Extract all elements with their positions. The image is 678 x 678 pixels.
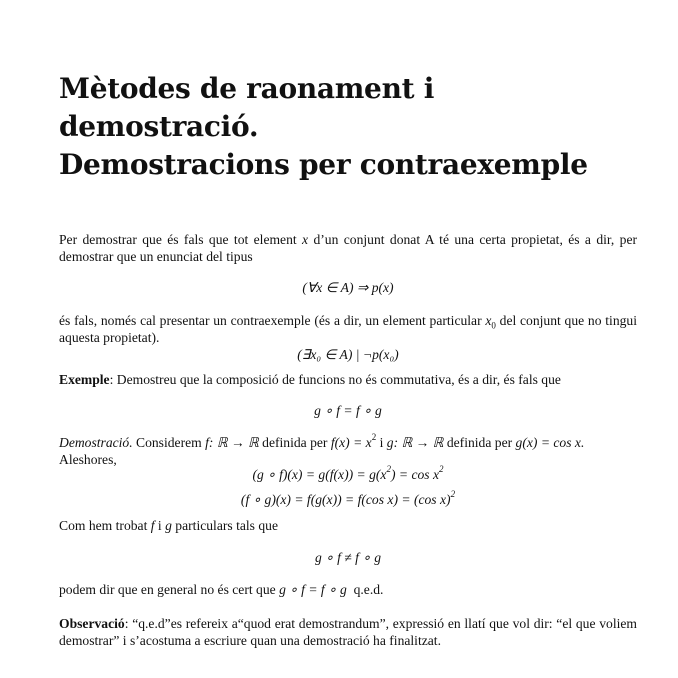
title-line-2: demostració. <box>59 110 259 143</box>
proof-text: Considerem <box>132 435 206 450</box>
intro-paragraph <box>59 231 637 265</box>
math-subscript: 0 <box>491 320 496 331</box>
equation-exists: (∃x₀ ∈ A) | ¬p(x₀) <box>297 347 399 362</box>
eq-exponent: 2 <box>450 489 456 500</box>
equation-commute: g ∘ f = f ∘ g <box>314 403 382 418</box>
proof-label: Demostració. <box>59 435 133 450</box>
f-exponent: 2 <box>371 432 377 443</box>
found-text: i <box>154 518 166 533</box>
math-var-g: g <box>165 518 172 533</box>
equation-f-compose-g <box>59 491 637 508</box>
math-var-x: x <box>302 232 309 247</box>
f-expression: f(x) = x <box>330 435 372 450</box>
title-line-1: Mètodes de raonament i <box>59 72 435 105</box>
found-text: Com hem trobat <box>59 518 151 533</box>
g-definition: g: ℝ → ℝ <box>386 435 444 450</box>
proof-paragraph <box>59 434 637 468</box>
proof-text: i <box>376 435 387 450</box>
counter-text-a: és fals, només cal presentar un contraexemple (és a dir, un element particular <box>59 313 486 328</box>
eq-exponent: 2 <box>439 464 444 475</box>
observation-label: Observació <box>59 616 125 631</box>
qed-mark: q.e.d. <box>346 582 384 597</box>
intro-text-a: Per demostrar que és fals que tot element <box>59 232 303 247</box>
proof-aleshores: Aleshores, <box>59 452 117 467</box>
proof-text: definida per <box>443 435 516 450</box>
found-paragraph <box>59 517 637 534</box>
math-var-x0: x <box>485 313 492 328</box>
conclusion-text: podem dir que en general no és cert que <box>59 582 280 597</box>
g-expression: g(x) = cos x. <box>515 435 585 450</box>
eq-exponent: 2 <box>386 464 391 475</box>
observation-text: : “q.e.d”es refereix a“quod erat demostrandum”, expressió en llatí que vol dir: “el que voliem demostrar” i s’acostuma a escriure quan una demostració ha finalitzat. <box>59 616 637 648</box>
eq-part: (f ∘ g)(x) = f(g(x)) = f(cos x) = (cos x) <box>240 492 451 507</box>
intro-text-b: d’un conjunt donat A té una certa propietat, és a dir, per demostrar que un enunciat del tipus <box>59 232 637 264</box>
equation-g-compose-f <box>59 466 637 483</box>
f-definition: f: ℝ → ℝ <box>205 435 259 450</box>
conclusion-paragraph <box>59 581 637 598</box>
example-paragraph <box>59 371 637 388</box>
document-title <box>59 70 637 184</box>
math-var-f: f <box>150 518 155 533</box>
equation-forall: (∀x ∈ A) ⇒ p(x) <box>302 280 394 295</box>
conclusion-equation: g ∘ f = f ∘ g <box>279 582 347 597</box>
eq-part: ) = cos x <box>390 467 440 482</box>
example-text: : Demostreu que la composició de funcions no és commutativa, és a dir, és fals que <box>109 372 561 387</box>
equation-not-equal: g ∘ f ≠ f ∘ g <box>314 550 382 565</box>
proof-text: definida per <box>258 435 331 450</box>
observation-paragraph <box>59 615 637 649</box>
counter-text-b: del conjunt que no tingui aquesta propietat). <box>59 313 637 345</box>
title-line-3: Demostracions per contraexemple <box>59 148 588 181</box>
counterexample-paragraph <box>59 312 637 346</box>
example-label: Exemple <box>59 372 110 387</box>
found-text: particulars tals que <box>171 518 278 533</box>
eq-part: (g ∘ f)(x) = g(f(x)) = g(x <box>252 467 387 482</box>
